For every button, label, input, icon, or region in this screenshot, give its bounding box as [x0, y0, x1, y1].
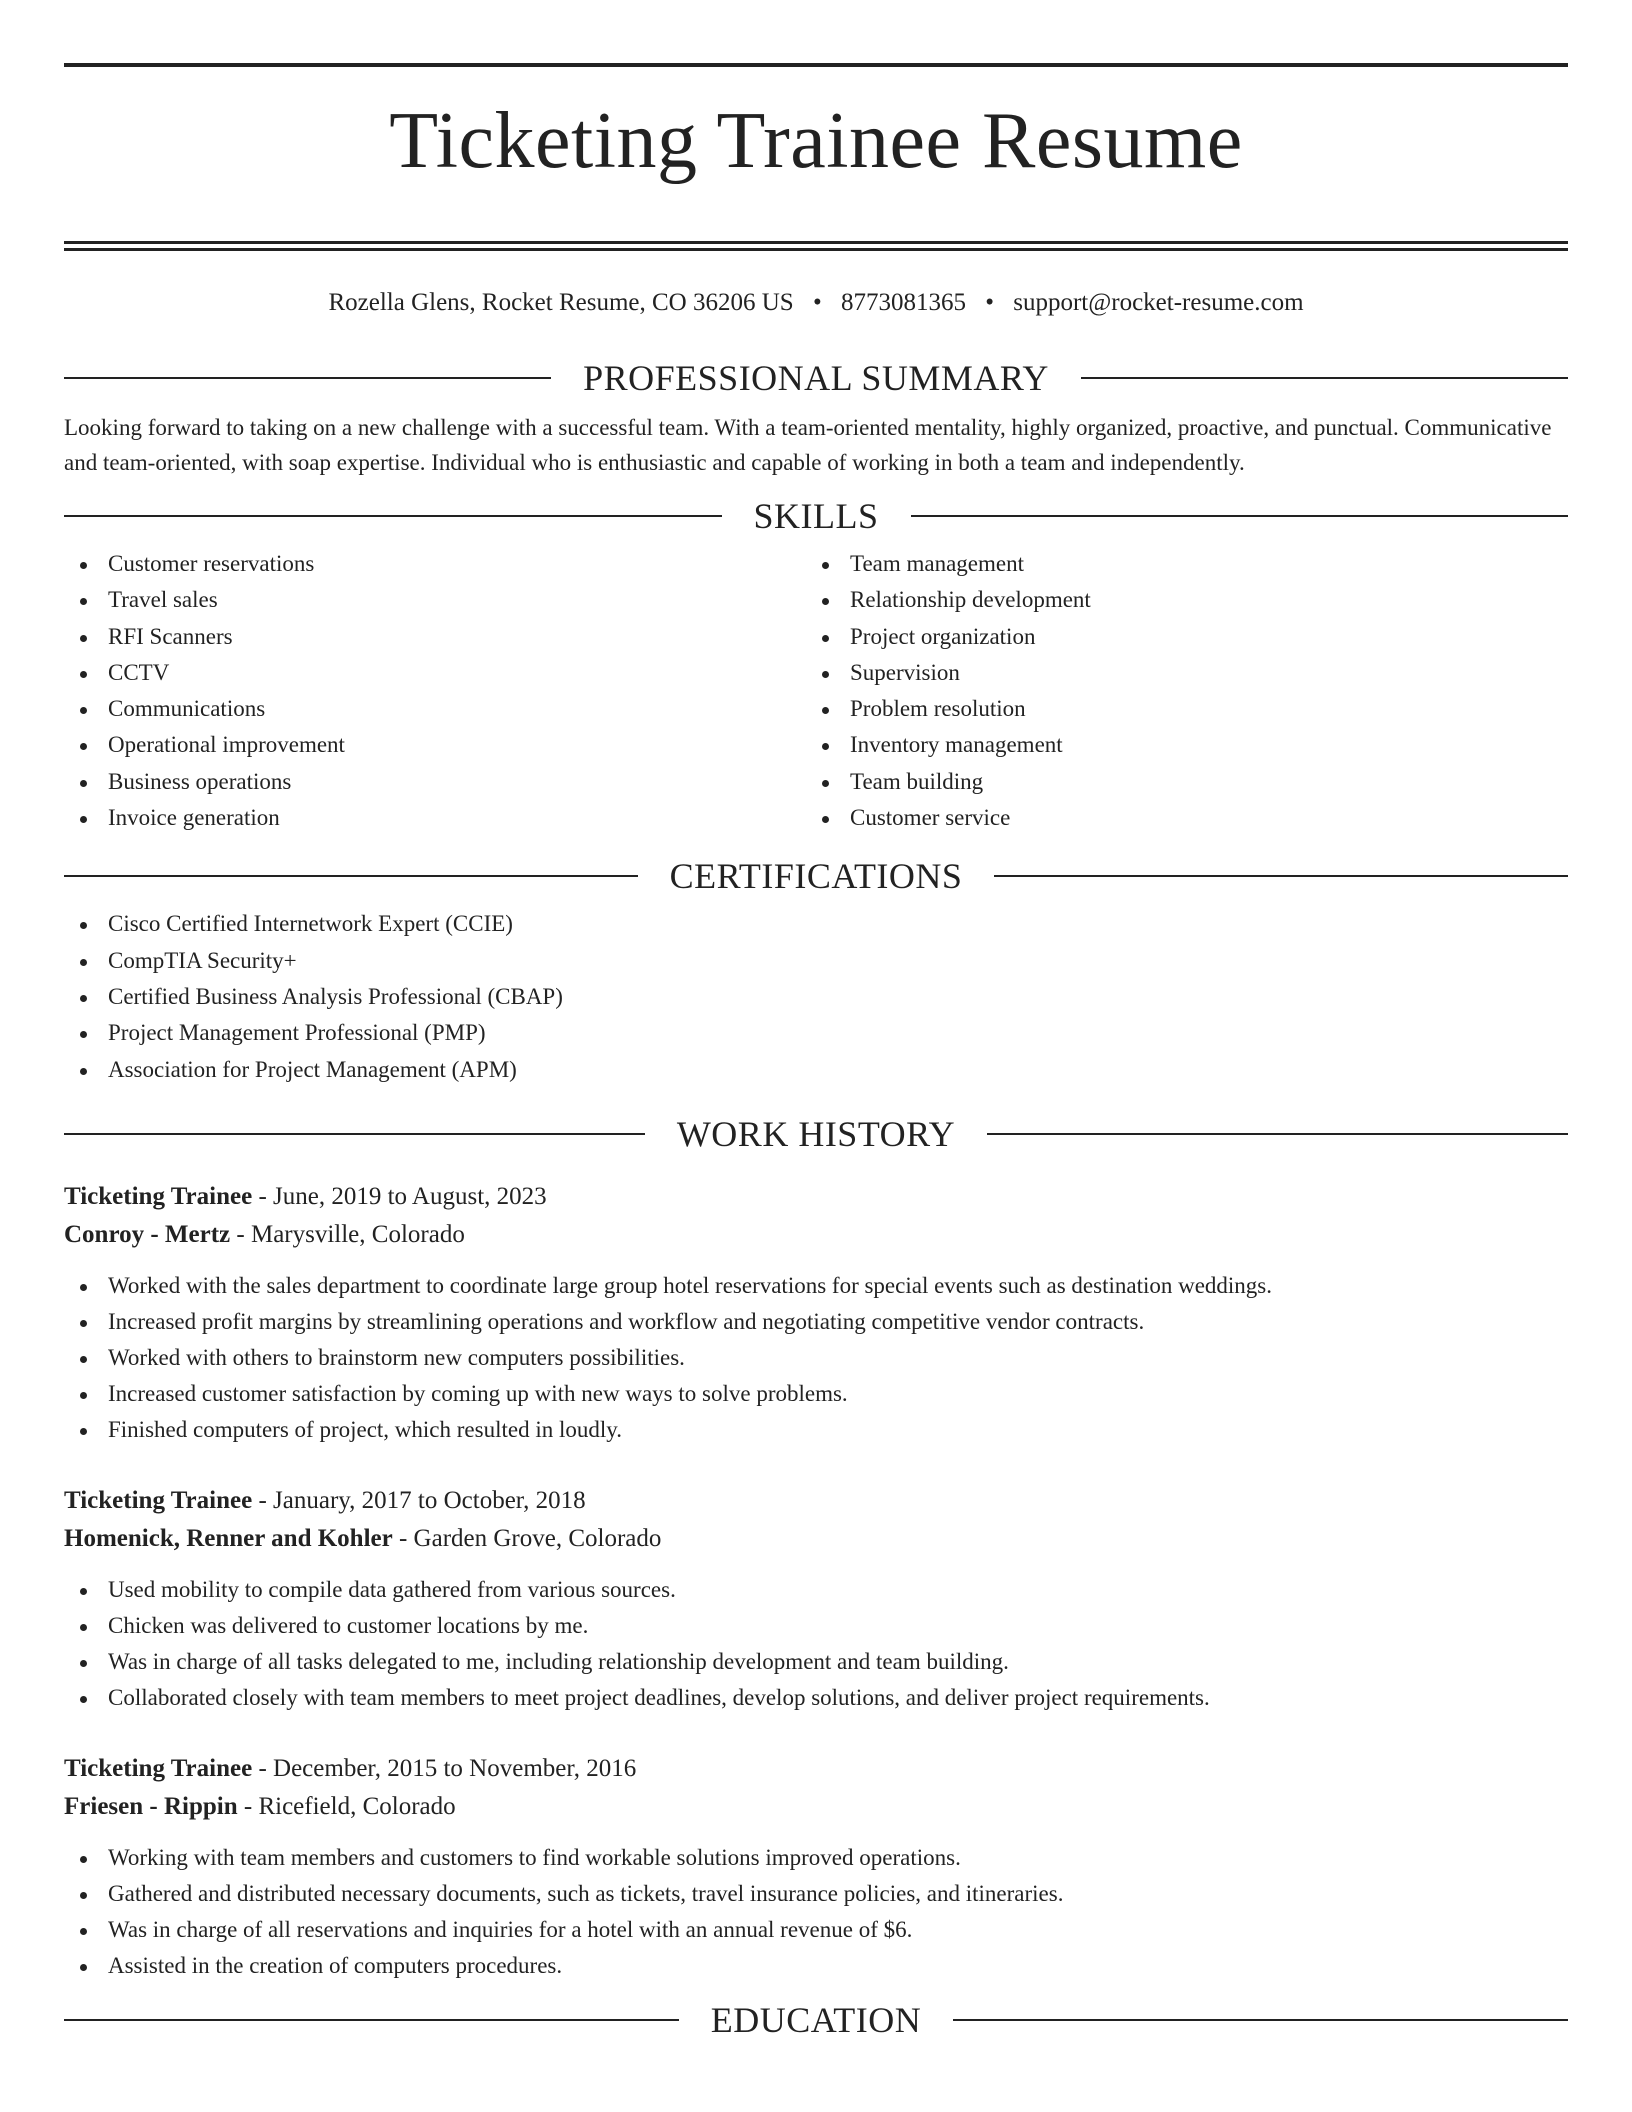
skill-item: Inventory management	[806, 727, 1548, 763]
job-title: Ticketing Trainee	[64, 1486, 253, 1514]
job-duty-item: Worked with the sales department to coordinate large group hotel reservations for special events such as destination weddings.	[64, 1268, 1568, 1304]
skill-item: RFI Scanners	[64, 619, 806, 655]
job-location: - Marysville, Colorado	[230, 1220, 465, 1248]
section-rule	[953, 2019, 1568, 2021]
section-title-education: EDUCATION	[710, 1999, 922, 2040]
job-duties-list	[64, 1840, 1568, 1984]
job-company-line	[64, 1520, 1568, 1558]
section-rule	[64, 1133, 645, 1135]
section-rule	[911, 515, 1569, 517]
double-rule	[64, 241, 1568, 251]
certification-item: Project Management Professional (PMP)	[64, 1015, 1568, 1051]
certification-item: Certified Business Analysis Professional (CBAP)	[64, 979, 1568, 1015]
section-title-certifications: CERTIFICATIONS	[669, 856, 963, 897]
job-duty-item: Working with team members and customers to find workable solutions improved operations.	[64, 1840, 1568, 1876]
skill-item: Operational improvement	[64, 727, 806, 763]
job-title: Ticketing Trainee	[64, 1182, 253, 1210]
job-entry	[64, 1750, 1568, 1984]
skills-list-right	[806, 546, 1548, 836]
skills-grid	[64, 546, 1568, 836]
certifications-list	[64, 906, 1568, 1087]
skills-list-left	[64, 546, 806, 836]
work-history	[64, 1178, 1568, 1984]
section-rule	[64, 515, 722, 517]
skill-item: Travel sales	[64, 582, 806, 618]
job-entry	[64, 1482, 1568, 1716]
job-title: Ticketing Trainee	[64, 1754, 253, 1782]
job-duty-item: Increased customer satisfaction by coming up with new ways to solve problems.	[64, 1376, 1568, 1412]
certification-item: CompTIA Security+	[64, 943, 1568, 979]
section-rule	[994, 875, 1568, 877]
section-rule	[1081, 377, 1568, 379]
section-rule	[64, 377, 551, 379]
skill-item: Project organization	[806, 619, 1548, 655]
job-duties-list	[64, 1572, 1568, 1716]
section-rule	[64, 2019, 679, 2021]
section-header-skills	[64, 496, 1568, 536]
job-company: Conroy - Mertz	[64, 1220, 231, 1248]
skill-item: Team building	[806, 764, 1548, 800]
certification-item: Cisco Certified Internetwork Expert (CCIE)	[64, 906, 1568, 942]
job-duty-item: Was in charge of all tasks delegated to me, including relationship development and team building.	[64, 1644, 1568, 1680]
job-location: - Ricefield, Colorado	[237, 1792, 456, 1820]
job-company: Friesen - Rippin	[64, 1792, 238, 1820]
job-title-line	[64, 1750, 1568, 1788]
contact-line	[64, 288, 1568, 318]
section-header-work	[64, 1114, 1568, 1154]
job-dates: - December, 2015 to November, 2016	[252, 1754, 637, 1782]
skill-item: Invoice generation	[64, 800, 806, 836]
job-duty-item: Assisted in the creation of computers procedures.	[64, 1948, 1568, 1984]
contact-phone: 8773081365	[840, 289, 966, 316]
job-company-line	[64, 1788, 1568, 1826]
job-location: - Garden Grove, Colorado	[392, 1524, 662, 1552]
job-company: Homenick, Renner and Kohler	[64, 1524, 393, 1552]
section-title-work: WORK HISTORY	[676, 1113, 956, 1154]
job-dates: - June, 2019 to August, 2023	[252, 1182, 547, 1210]
job-duty-item: Collaborated closely with team members to meet project deadlines, develop solutions, and deliver project requirements.	[64, 1680, 1568, 1716]
job-duties-list	[64, 1268, 1568, 1448]
skill-item: Team management	[806, 546, 1548, 582]
skill-item: Supervision	[806, 655, 1548, 691]
professional-summary: Looking forward to taking on a new challenge with a successful team. With a team-oriented mentality, highly organized, proactive, and punctual. Communicative and team-oriented, with soap expertise. Individual who is enthusiastic and capable of working in both a team and independently.	[64, 415, 1552, 475]
section-header-summary	[64, 358, 1568, 398]
job-title-line	[64, 1178, 1568, 1216]
skill-item: Customer reservations	[64, 546, 806, 582]
contact-address: Rozella Glens, Rocket Resume, CO 36206 US	[328, 289, 794, 316]
section-rule	[64, 875, 638, 877]
section-header-certifications	[64, 856, 1568, 896]
title-block	[64, 0, 1568, 251]
skill-item: Problem resolution	[806, 691, 1548, 727]
job-duty-item: Used mobility to compile data gathered from various sources.	[64, 1572, 1568, 1608]
skill-item: Business operations	[64, 764, 806, 800]
skill-item: Relationship development	[806, 582, 1548, 618]
section-title-skills: SKILLS	[753, 496, 879, 536]
job-duty-item: Finished computers of project, which resulted in loudly.	[64, 1412, 1568, 1448]
skill-item: Communications	[64, 691, 806, 727]
job-duty-item: Worked with others to brainstorm new computers possibilities.	[64, 1340, 1568, 1376]
section-title-summary: PROFESSIONAL SUMMARY	[583, 358, 1049, 398]
contact-separator: •	[812, 289, 822, 316]
job-title-line	[64, 1482, 1568, 1520]
contact-separator: •	[985, 289, 994, 316]
job-duty-item: Was in charge of all reservations and inquiries for a hotel with an annual revenue of $6.	[64, 1912, 1568, 1948]
job-dates: - January, 2017 to October, 2018	[252, 1486, 586, 1514]
certification-item: Association for Project Management (APM)	[64, 1052, 1568, 1088]
contact-email: support@rocket-resume.com	[1013, 289, 1304, 316]
top-rule	[64, 63, 1568, 67]
job-duty-item: Increased profit margins by streamlining operations and workflow and negotiating competitive vendor contracts.	[64, 1304, 1568, 1340]
job-entry	[64, 1178, 1568, 1448]
job-duty-item: Gathered and distributed necessary documents, such as tickets, travel insurance policies, and itineraries.	[64, 1876, 1568, 1912]
job-company-line	[64, 1216, 1568, 1254]
skill-item: Customer service	[806, 800, 1548, 836]
resume-title: Ticketing Trainee Resume	[389, 97, 1243, 185]
section-rule	[987, 1133, 1568, 1135]
section-header-education	[64, 2000, 1568, 2040]
job-duty-item: Chicken was delivered to customer locations by me.	[64, 1608, 1568, 1644]
skill-item: CCTV	[64, 655, 806, 691]
